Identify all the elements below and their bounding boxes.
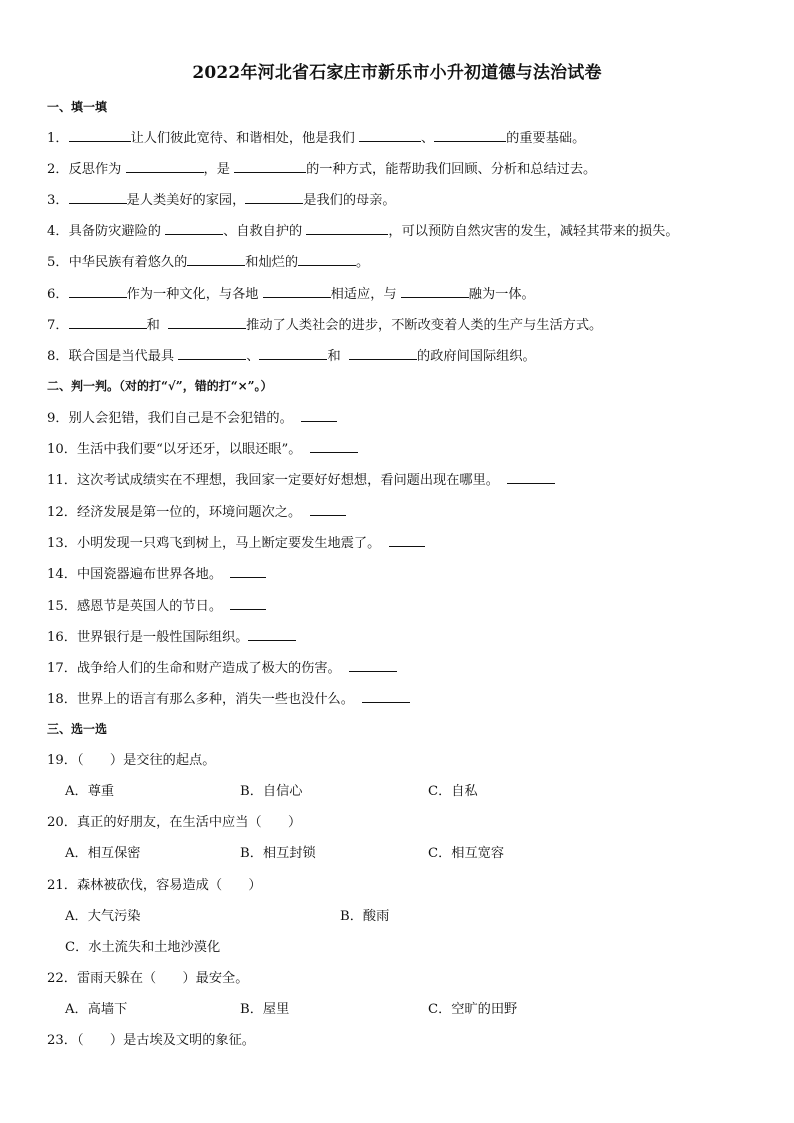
question-4: 4．具备防灾避险的 、自救自护的 ，可以预防自然灾害的发生，减轻其带来的损失。 [47,221,679,241]
option-b[interactable]: B．酸雨 [340,909,390,924]
option-a[interactable]: A．相互保密 [65,846,141,861]
option-c[interactable]: C．水土流失和土地沙漠化 [65,940,221,955]
option-a[interactable]: A．尊重 [65,784,115,799]
answer-blank[interactable] [248,627,296,641]
answer-blank[interactable] [310,439,358,453]
answer-blank[interactable] [306,221,388,235]
answer-blank[interactable] [298,252,356,266]
answer-blank[interactable] [349,346,417,360]
answer-blank[interactable] [187,252,245,266]
option-b[interactable]: B．自信心 [240,784,303,799]
question-21: 21．森林被砍伐，容易造成（ ） [47,878,262,893]
answer-blank[interactable] [165,221,223,235]
answer-blank[interactable] [259,346,327,360]
option-b[interactable]: B．相互封锁 [240,846,316,861]
option-c[interactable]: C．相互宽容 [428,846,505,861]
question-18: 18．世界上的语言有那么多种，消失一些也没什么。 [47,689,410,709]
answer-blank[interactable] [234,159,306,173]
section-judge-heading: 二、判一判。（对的打“√”，错的打“×”。） [47,379,273,393]
answer-blank[interactable] [69,190,127,204]
question-14: 14．中国瓷器遍布世界各地。 [47,564,266,584]
answer-blank[interactable] [349,658,397,672]
question-19: 19．（ ）是交往的起点。 [47,753,216,768]
answer-blank[interactable] [507,470,555,484]
answer-blank[interactable] [310,502,346,516]
question-11: 11．这次考试成绩实在不理想，我回家一定要好好想想，看问题出现在哪里。 [47,470,555,490]
option-c[interactable]: C．自私 [428,784,478,799]
question-23: 23．（ ）是古埃及文明的象征。 [47,1033,255,1048]
answer-blank[interactable] [362,689,410,703]
question-5: 5．中华民族有着悠久的 和灿烂的 。 [47,252,369,272]
option-c[interactable]: C．空旷的田野 [428,1002,518,1017]
answer-blank[interactable] [389,533,425,547]
section-fill-heading: 一、填一填 [47,100,108,114]
answer-blank[interactable] [178,346,246,360]
section-choice-heading: 三、选一选 [47,722,108,736]
question-6: 6． 作为一种文化，与各地 相适应，与 融为一体。 [47,284,535,304]
question-20: 20．真正的好朋友，在生活中应当（ ） [47,815,302,830]
answer-blank[interactable] [69,315,147,329]
answer-blank[interactable] [434,128,506,142]
answer-blank[interactable] [245,190,303,204]
answer-blank[interactable] [69,284,127,298]
question-7: 7． 和 推动了人类社会的进步，不断改变着人类的生产与生活方式。 [47,315,602,335]
question-2: 2．反思作为 ，是 的一种方式，能帮助我们回顾、分析和总结过去。 [47,159,596,179]
question-1: 1． 让人们彼此宽待、和谐相处，他是我们 、 的重要基础。 [47,128,585,148]
answer-blank[interactable] [168,315,246,329]
question-15: 15．感恩节是英国人的节日。 [47,596,266,616]
question-17: 17．战争给人们的生命和财产造成了极大的伤害。 [47,658,397,678]
option-a[interactable]: A．大气污染 [65,909,141,924]
answer-blank[interactable] [359,128,421,142]
answer-blank[interactable] [126,159,204,173]
question-3: 3． 是人类美好的家园， 是我们的母亲。 [47,190,396,210]
question-10: 10．生活中我们要“以牙还牙，以眼还眼”。 [47,439,358,459]
page-title: 2022年河北省石家庄市新乐市小升初道德与法治试卷 [192,63,602,83]
question-16: 16．世界银行是一般性国际组织。 [47,627,296,647]
question-8: 8．联合国是当代最具 、 和 的政府间国际组织。 [47,346,536,366]
answer-blank[interactable] [401,284,469,298]
question-9: 9．别人会犯错，我们自己是不会犯错的。 [47,408,337,428]
question-13: 13．小明发现一只鸡飞到树上，马上断定要发生地震了。 [47,533,425,553]
answer-blank[interactable] [230,564,266,578]
answer-blank[interactable] [263,284,331,298]
answer-blank[interactable] [69,128,131,142]
question-12: 12．经济发展是第一位的，环境问题次之。 [47,502,346,522]
option-b[interactable]: B．屋里 [240,1002,290,1017]
option-a[interactable]: A．高墙下 [65,1002,128,1017]
question-22: 22．雷雨天躲在（ ）最安全。 [47,971,249,986]
answer-blank[interactable] [230,596,266,610]
answer-blank[interactable] [301,408,337,422]
